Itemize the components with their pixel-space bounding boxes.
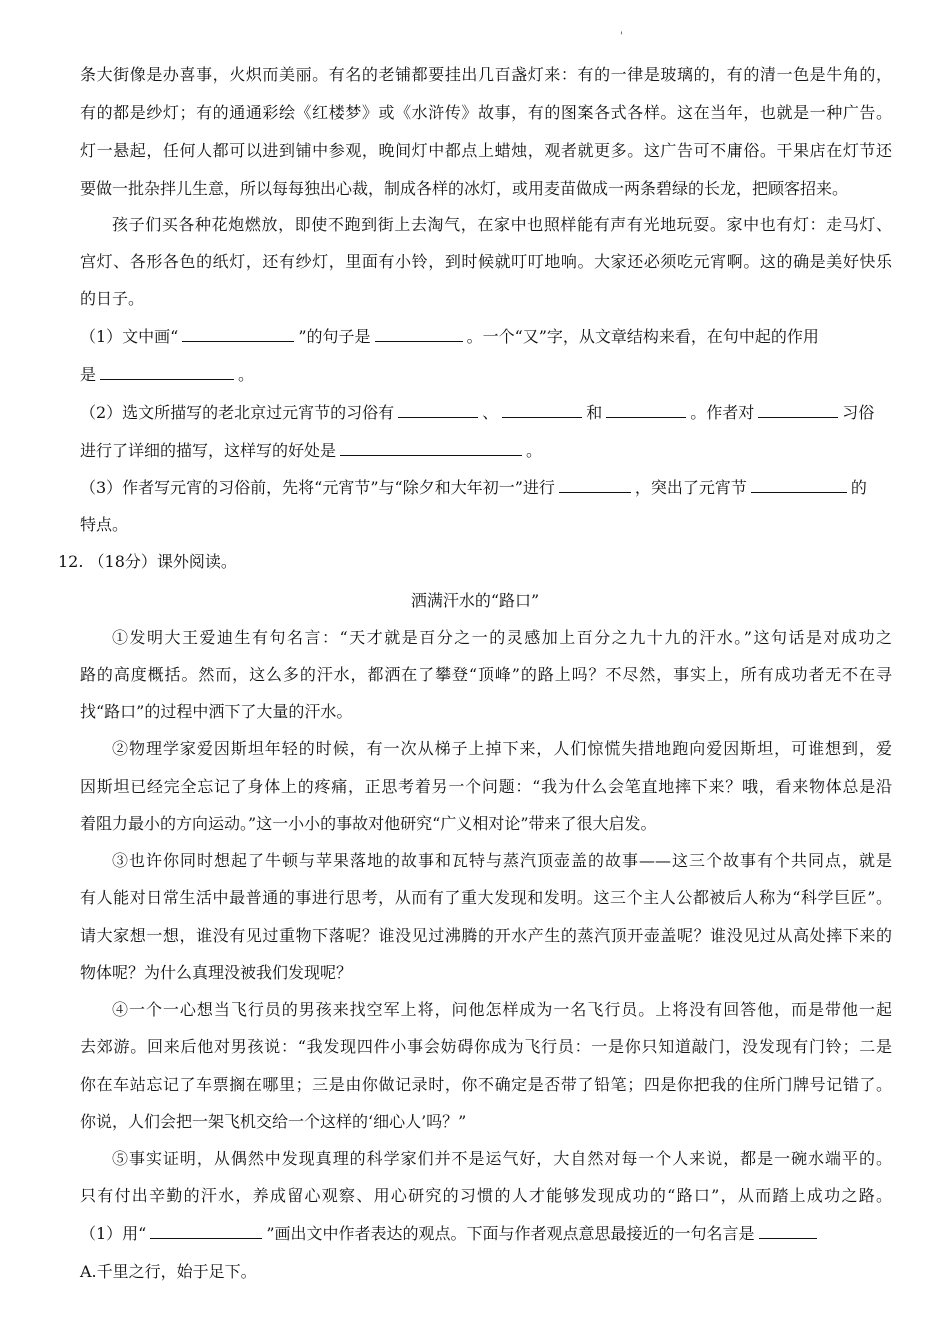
paragraph-line: 因斯坦已经完全忘记了身体上的疼痛，正思考着另一个问题：“我为什么会笔直地摔下来？哦，看来物体总是沿 [80,777,892,796]
paragraph-line: 你在车站忘记了车票搁在哪里；三是由你做记录时，你不确定是否带了铅笔；四是你把我的住所门牌号记错了。 [80,1075,892,1094]
q11-p1-text: 。一个“又”字，从文章结构来看，在句中起的作用 [466,327,819,346]
paragraph-line: 只有付出辛勤的汗水，养成留心观察、用心研究的习惯的人才能够发现成功的“路口”，从而踏上成功之路。 [80,1186,892,1205]
q11-p3-text: ，突出了元宵节 [634,478,747,497]
q11-p2-text: （2）选文所描写的老北京过元宵节的习俗有 [80,403,395,422]
answer-blank[interactable] [758,403,838,418]
answer-blank[interactable] [182,327,294,342]
q12-p1-text: ”画出文中作者表达的观点。下面与作者观点意思最接近的一句名言是 [266,1224,755,1243]
q11-p2-text: 进行了详细的描写，这样写的好处是 [80,441,337,460]
q11-part-1 [80,326,892,348]
q11-part-3-cont: 特点。 [80,515,129,534]
paragraph-line: 去郊游。回来后他对男孩说：“我发现四件小事会妨碍你成为飞行员：一是你只知道敲门，没发现有门铃；二是 [80,1037,892,1056]
paragraph-line: 路的高度概括。然而，这么多的汗水，都洒在了攀登“顶峰”的路上吗？不尽然，事实上，所有成功者无不在寻 [80,665,892,684]
paragraph-line: ⑤事实证明，从偶然中发现真理的科学家们并不是运气好，大自然对每一个人来说，都是一碗水端平的。 [112,1149,892,1168]
q11-part-3 [80,477,892,499]
q12-number: 12. [58,552,84,571]
q11-part-1-cont [80,364,892,386]
answer-blank[interactable] [100,365,234,380]
q12-header-text: （18分）课外阅读。 [88,552,237,571]
paragraph-line: ①发明大王爱迪生有句名言：“天才就是百分之一的灵感加上百分之九十九的汗水。”这句话是对成功之 [112,628,892,647]
paragraph-line: 着阻力最小的方向运动。”这一小小的事故对他研究“广义相对论”带来了很大启发。 [80,814,657,833]
paragraph-line: 请大家想一想，谁没有见过重物下落呢？谁没见过沸腾的开水产生的蒸汽顶开壶盖呢？谁没见过从高处摔下来的 [80,926,892,945]
q12-header [58,551,237,573]
passage-1-line: 条大街像是办喜事，火炽而美丽。有名的老铺都要挂出几百盏灯来：有的一律是玻璃的，有的清一色是牛角的， [80,65,892,84]
answer-blank[interactable] [502,403,582,418]
paragraph-line: ②物理学家爱因斯坦年轻的时候，有一次从梯子上掉下来，人们惊慌失措地跑向爱因斯坦，可谁想到，爱 [112,739,892,758]
passage-1-line: 要做一批杂拌儿生意，所以每每独出心裁，制成各样的冰灯，或用麦苗做成一两条碧绿的长龙，把顾客招来。 [80,179,849,198]
answer-blank[interactable] [150,1224,262,1239]
passage-1-line: 孩子们买各种花炮燃放，即使不跑到街上去淘气，在家中也照样能有声有光地玩耍。家中也有灯：走马灯、 [112,215,892,234]
q11-p2-text: 习俗 [842,403,875,422]
paragraph-line: ③也许你同时想起了牛顿与苹果落地的故事和瓦特与蒸汽顶壶盖的故事——这三个故事有个共同点，就是 [112,851,892,870]
q11-p1-text: ”的句子是 [298,327,371,346]
paragraph-line: 物体呢？为什么真理没被我们发现呢？ [80,963,353,982]
q11-p1-text: 是 [80,365,97,384]
answer-blank[interactable] [340,441,522,456]
q11-p1-text: 。 [238,365,255,384]
q12-p1-text: （1）用“ [80,1224,147,1243]
q12-option-a: A.千里之行，始于足下。 [80,1262,257,1281]
paragraph-line: 有人能对日常生活中最普通的事进行思考，从而有了重大发现和发明。这三个主人公都被后人称为“科学巨匠”。 [80,888,892,907]
paragraph-line: 找“路口”的过程中洒下了大量的汗水。 [80,702,353,721]
q12-part-1 [80,1223,892,1245]
passage-1-line: 有的都是纱灯；有的通通彩绘《红楼梦》或《水浒传》故事，有的图案各式各样。这在当年，也就是一种广告。 [80,103,892,122]
q11-p2-text: 和 [586,403,603,422]
top-mark: ' [620,31,623,42]
answer-blank[interactable] [759,1224,817,1239]
paragraph-line: ④一个一心想当飞行员的男孩来找空军上将，问他怎样成为一名飞行员。上将没有回答他，而是带他一起 [112,1000,892,1019]
q11-part-2 [80,402,892,424]
passage-1-line: 的日子。 [80,289,145,308]
q11-p2-text: 。 [526,441,543,460]
q11-p3-text: 的 [850,478,867,497]
q11-p1-text: （1）文中画“ [80,327,179,346]
answer-blank[interactable] [751,478,847,493]
passage-1-line: 宫灯、各形各色的纸灯，还有纱灯，里面有小铃，到时候就叮叮地响。大家还必须吃元宵啊。这的确是美好快乐 [80,252,892,271]
answer-blank[interactable] [398,403,478,418]
q11-p2-text: 、 [482,403,499,422]
answer-blank[interactable] [559,478,631,493]
answer-blank[interactable] [375,327,463,342]
q11-part-2-cont [80,440,892,462]
article-title: 洒满汗水的“路口” [410,591,540,610]
paragraph-line: 你说，人们会把一架飞机交给一个这样的‘细心人’吗？” [80,1112,467,1131]
q11-p2-text: 。作者对 [690,403,755,422]
q11-p3-text: （3）作者写元宵的习俗前，先将“元宵节”与“除夕和大年初一”进行 [80,478,555,497]
passage-1-line: 灯一悬起，任何人都可以进到铺中参观，晚间灯中都点上蜡烛，观者就更多。这广告可不庸俗。干果店在灯节还 [80,141,892,160]
answer-blank[interactable] [606,403,686,418]
